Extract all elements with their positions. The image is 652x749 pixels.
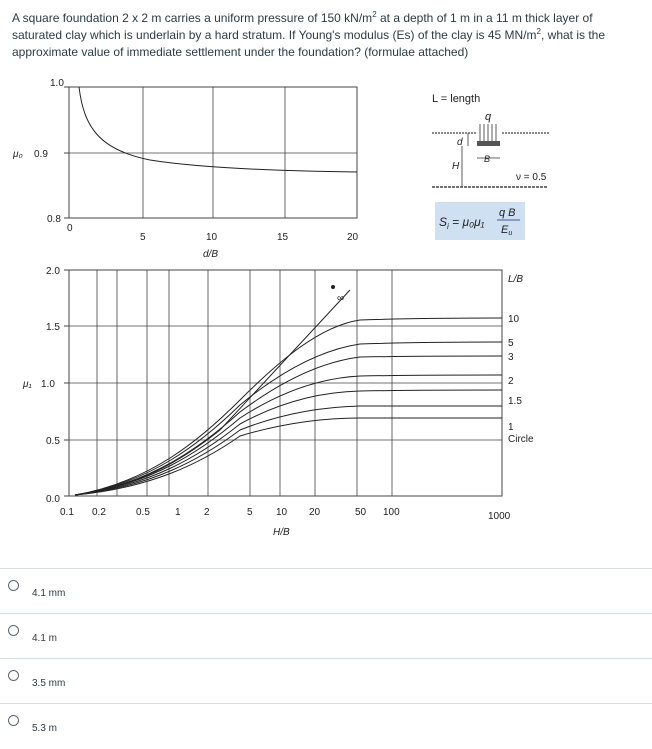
question-part3: , what is the approximate value of immediate settlement under the foundation? (formulae attached) — [12, 28, 606, 59]
formula-lhs-sub: i — [447, 222, 449, 231]
formula-num: q B — [499, 207, 516, 219]
question-part2: at a depth of 1 m in a 11 m thick layer of saturated clay which is underlain by a hard stratum. If Young's modulus (Es) of the clay is 45 MN/m — [12, 11, 593, 42]
mu1-xtick-0.2: 0.2 — [92, 507, 106, 518]
mu0-xtick-20: 20 — [347, 232, 359, 243]
mu1-xtick-100: 100 — [383, 507, 400, 518]
mu1-xtick-20: 20 — [309, 507, 321, 518]
settlement-figure — [0, 70, 652, 570]
question-sup1: 2 — [372, 10, 377, 19]
radio-button[interactable] — [8, 580, 19, 591]
mu1-xtick-0.5: 0.5 — [136, 507, 150, 518]
mu1-ytick-1.5: 1.5 — [46, 322, 60, 333]
mu0-xlabel: d/B — [203, 249, 219, 260]
answer-option-1[interactable] — [0, 568, 652, 612]
mu1-xtick-1000: 1000 — [488, 511, 511, 522]
formula-mid: = μ₀μ₁ — [448, 215, 485, 229]
answer-label: 4.1 mm — [32, 588, 66, 599]
sketch-q: q — [485, 111, 492, 123]
mu0-ylabel: μ₀ — [13, 149, 23, 160]
mu1-ytick-2.0: 2.0 — [46, 266, 60, 277]
answer-option-2[interactable] — [0, 613, 652, 657]
lb-label-10: 10 — [508, 314, 520, 325]
mu1-xtick-1: 1 — [175, 507, 181, 518]
answer-label: 3.5 mm — [32, 678, 66, 689]
lb-label-circle: Circle — [508, 434, 534, 445]
lb-label-2: 2 — [508, 376, 514, 387]
question-part1: A square foundation 2 x 2 m carries a uniform pressure of 150 kN/m — [12, 11, 373, 25]
question-sup2: 2 — [536, 27, 541, 36]
lb-label-3: 3 — [508, 352, 514, 363]
mu0-ytick-2: 0.9 — [34, 149, 48, 160]
mu0-ytick-3: 0.8 — [47, 214, 61, 225]
mu1-xtick-50: 50 — [355, 507, 367, 518]
mu0-chart — [64, 87, 357, 218]
radio-button[interactable] — [8, 715, 19, 726]
divider — [0, 568, 652, 569]
mu1-curve-lb2 — [75, 375, 502, 495]
sketch-title: L = length — [432, 93, 481, 105]
sketch-B: B — [484, 154, 491, 164]
mu0-ytick-1: 1.0 — [50, 78, 64, 89]
mu1-xtick-2: 2 — [204, 507, 210, 518]
answer-option-4[interactable] — [0, 703, 652, 747]
mu0-xtick-5: 5 — [140, 232, 146, 243]
divider — [0, 658, 652, 659]
answer-label: 5.3 m — [32, 723, 58, 734]
radio-button[interactable] — [8, 670, 19, 681]
divider — [0, 613, 652, 614]
mu1-curve-lb1 — [75, 406, 502, 495]
mu1-xtick-5: 5 — [247, 507, 253, 518]
answer-option-3[interactable] — [0, 658, 652, 702]
lb-label-1: 1 — [508, 422, 514, 433]
radio-button[interactable] — [8, 625, 19, 636]
mu1-curve-infinity — [75, 290, 350, 495]
answer-label: 4.1 m — [32, 633, 58, 644]
question-text — [12, 10, 644, 61]
lb-header: L/B — [508, 274, 524, 285]
mu1-curves — [75, 290, 502, 495]
mu1-chart — [64, 270, 502, 496]
infinity-label: ∞ — [337, 293, 345, 304]
formula-den: E — [501, 224, 509, 236]
sketch-d: d — [457, 137, 463, 148]
mu1-curve-lb3 — [75, 356, 502, 495]
sketch-nu: ν = 0.5 — [516, 172, 547, 183]
divider — [0, 703, 652, 704]
formula-lhs: S — [439, 215, 448, 229]
formula-den-sub: u — [508, 230, 513, 237]
lb-label-5: 5 — [508, 338, 514, 349]
mu1-ytick-1.0: 1.0 — [41, 379, 55, 390]
mu0-xtick-15: 15 — [277, 232, 289, 243]
mu1-ytick-0.0: 0.0 — [46, 494, 60, 505]
mu1-ylabel: μ₁ — [23, 379, 32, 390]
infinity-dot — [331, 285, 335, 289]
mu1-curve-circle — [75, 418, 502, 495]
svg-text:Si = μ₀μ₁ — [439, 215, 485, 231]
mu0-xtick-0: 0 — [67, 223, 73, 234]
mu1-xtick-0.1: 0.1 — [60, 507, 74, 518]
sketch-H: H — [452, 161, 460, 172]
foundation-sketch — [432, 93, 550, 240]
mu0-curve — [79, 87, 357, 172]
lb-label-1.5: 1.5 — [508, 396, 522, 407]
mu1-ytick-0.5: 0.5 — [46, 436, 60, 447]
mu1-xlabel: H/B — [273, 527, 290, 538]
mu1-xtick-10: 10 — [276, 507, 288, 518]
mu0-xtick-10: 10 — [206, 232, 218, 243]
